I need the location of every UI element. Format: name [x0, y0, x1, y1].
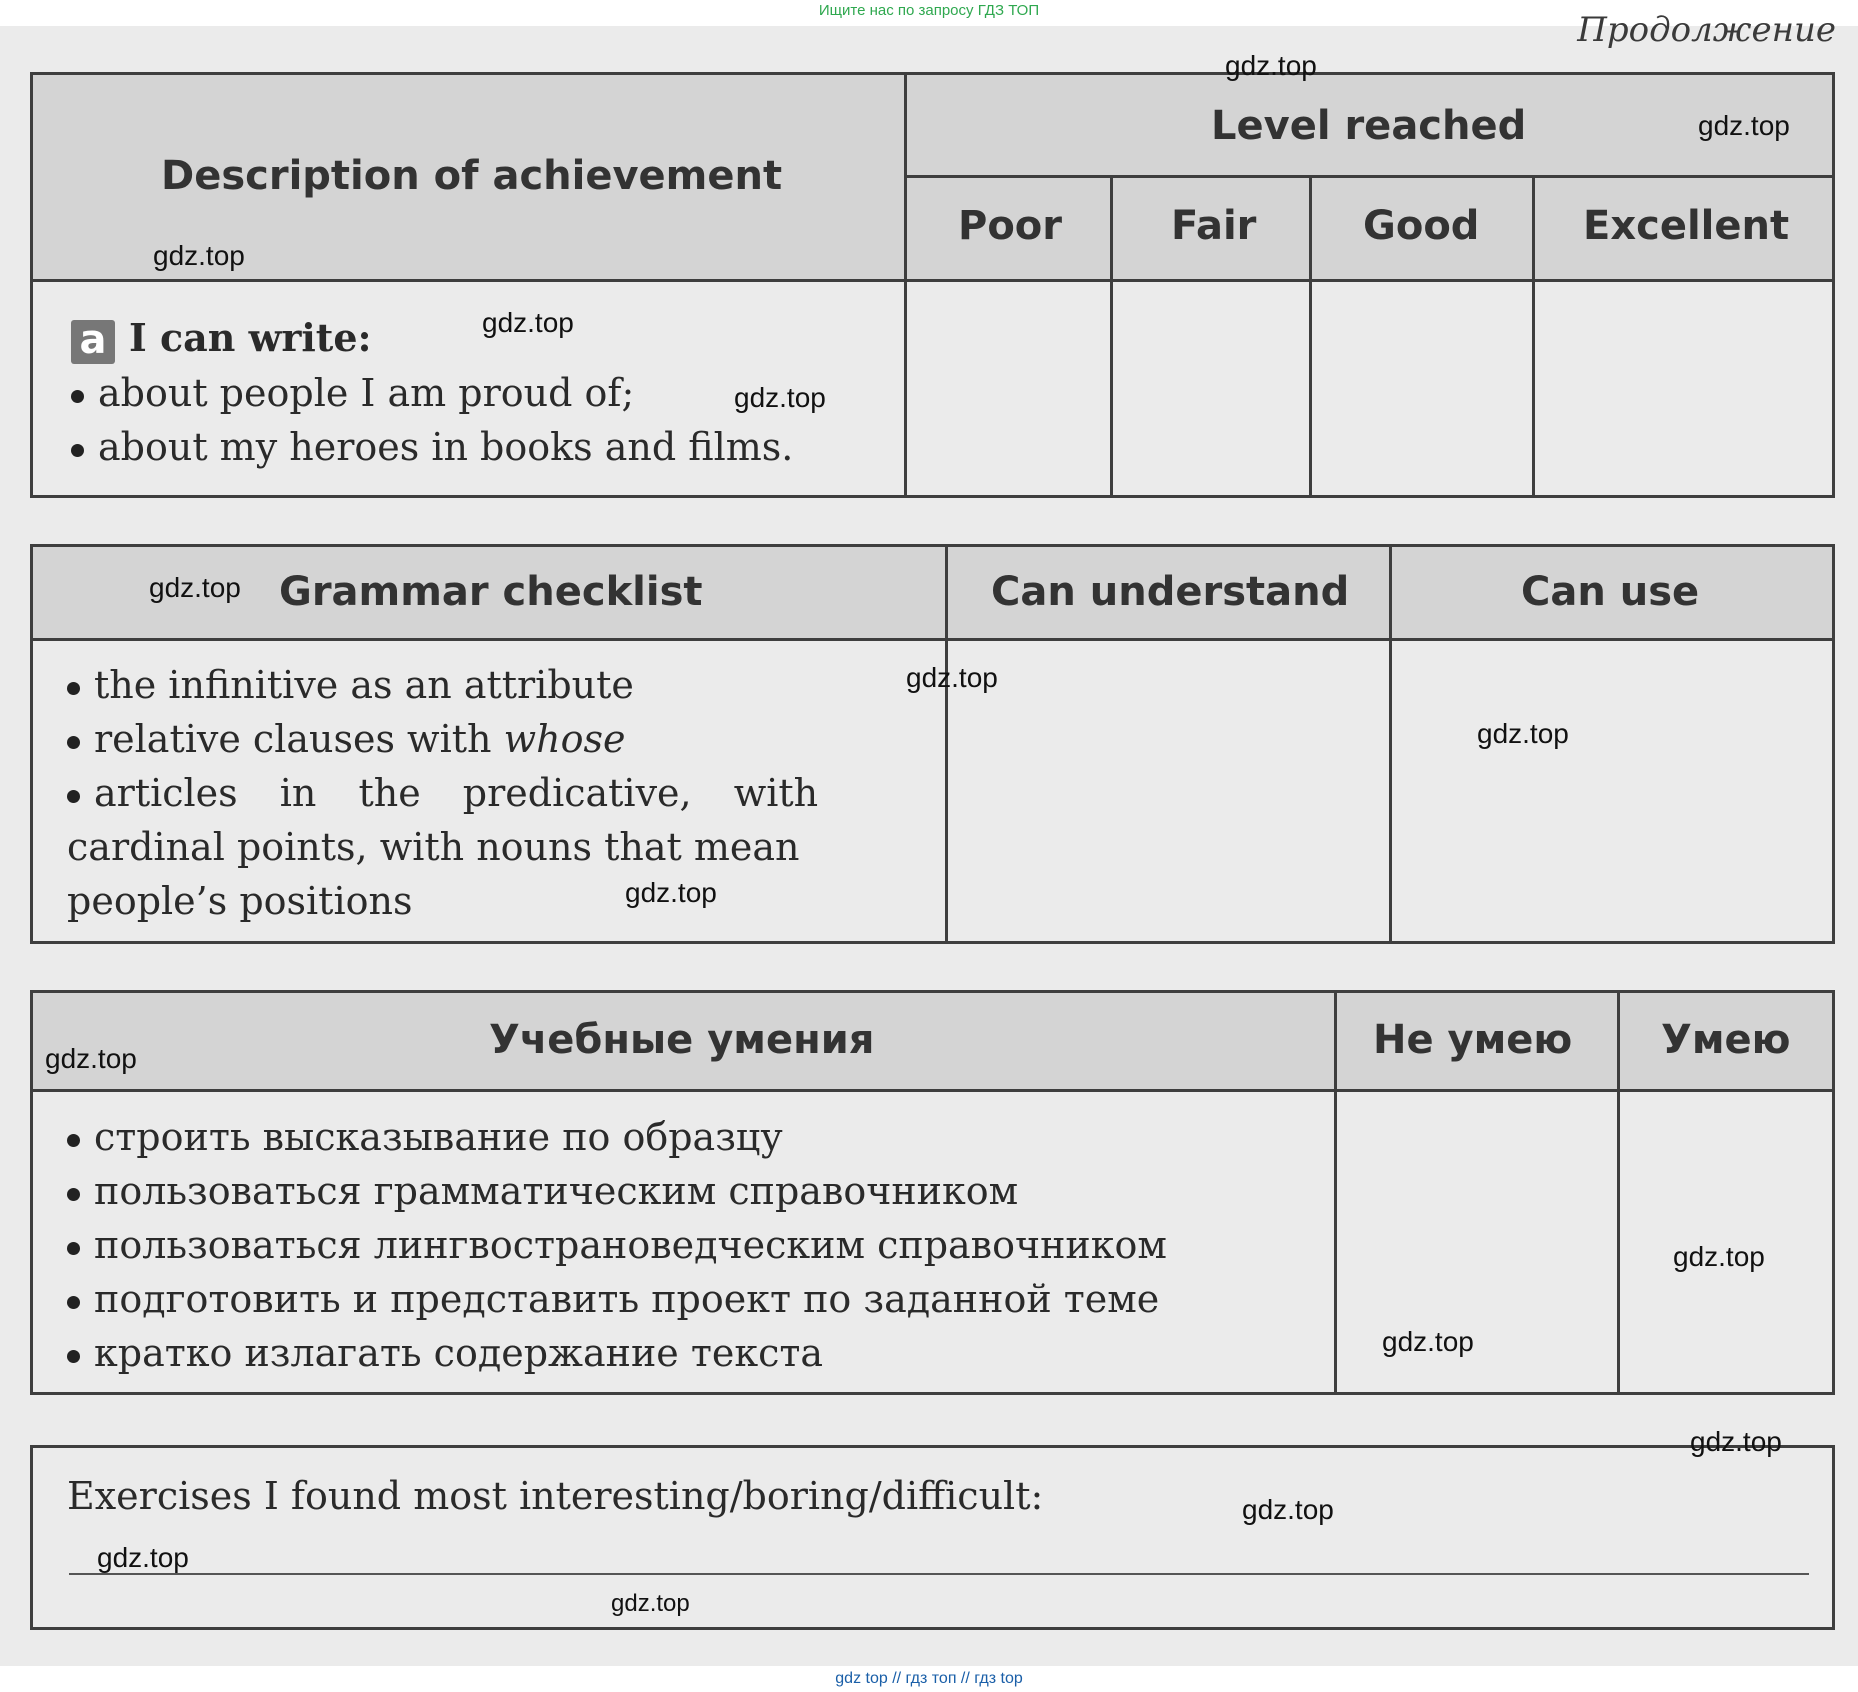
watermark: gdz.top	[734, 382, 826, 413]
watermark: gdz.top	[1382, 1326, 1474, 1357]
can-use-header: Can use	[1521, 569, 1700, 615]
can-understand-header: Can understand	[991, 569, 1350, 615]
level-good: Good	[1363, 203, 1480, 249]
grammar-item-3-line-2: cardinal points, with nouns that mean	[67, 825, 800, 869]
exercises-box	[30, 1445, 1835, 1630]
skills-table	[30, 990, 1835, 1395]
watermark: gdz.top	[906, 662, 998, 693]
grammar-checklist-header: Grammar checklist	[279, 569, 703, 615]
watermark: gdz.top	[1225, 50, 1317, 81]
level-excellent: Excellent	[1583, 203, 1790, 249]
footer-bar[interactable]: gdz top // гдз топ // гдз top	[0, 1666, 1858, 1692]
can-header: Умею	[1661, 1017, 1791, 1063]
description-column-header: Description of achievement	[161, 153, 783, 199]
exercises-answer-line[interactable]	[69, 1573, 1809, 1575]
skills-header: Учебные умения	[489, 1017, 875, 1063]
cannot-header: Не умею	[1373, 1017, 1573, 1063]
skill-item-4: подготовить и представить проект по заданной теме	[67, 1277, 1159, 1321]
watermark: gdz.top	[45, 1043, 137, 1074]
watermark: gdz.top	[153, 240, 245, 271]
continuation-label: Продолжение	[1577, 10, 1836, 50]
watermark: gdz.top	[1673, 1241, 1765, 1272]
grammar-item-1: the infinitive as an attribute	[67, 663, 634, 707]
watermark: gdz.top	[1690, 1426, 1782, 1457]
exercises-label: Exercises I found most interesting/boring/difficult:	[67, 1474, 1044, 1518]
grammar-item-3-line-1: articles in the predicative, with	[67, 771, 818, 815]
grammar-item-3-line-3: people’s positions	[67, 879, 413, 923]
watermark: gdz.top	[625, 877, 717, 908]
top-banner[interactable]: Ищите нас по запросу ГДЗ ТОП	[0, 0, 1858, 26]
level-fair: Fair	[1171, 203, 1257, 249]
watermark: gdz.top	[1242, 1494, 1334, 1525]
watermark: gdz.top	[482, 307, 574, 338]
skill-item-3: пользоваться лингвострановедческим справочником	[67, 1223, 1167, 1267]
watermark: gdz.top	[97, 1542, 189, 1573]
watermark: gdz.top	[1698, 110, 1790, 141]
watermark: gdz.top	[611, 1590, 690, 1617]
watermark: gdz.top	[149, 572, 241, 603]
level-reached-header: Level reached	[1211, 103, 1527, 149]
grammar-item-2: relative clauses with whose	[67, 717, 625, 761]
skill-item-1: строить высказывание по образцу	[67, 1115, 783, 1159]
i-can-write-heading: a I can write:	[71, 315, 372, 364]
skill-item-5: кратко излагать содержание текста	[67, 1331, 823, 1375]
achievement-table	[30, 72, 1835, 498]
level-poor: Poor	[958, 203, 1063, 249]
exercise-a-icon: a	[71, 320, 115, 364]
skill-item-2: пользоваться грамматическим справочником	[67, 1169, 1018, 1213]
watermark: gdz.top	[1477, 718, 1569, 749]
write-item-2: about my heroes in books and films.	[71, 425, 793, 469]
write-item-1: about people I am proud of;	[71, 371, 634, 415]
